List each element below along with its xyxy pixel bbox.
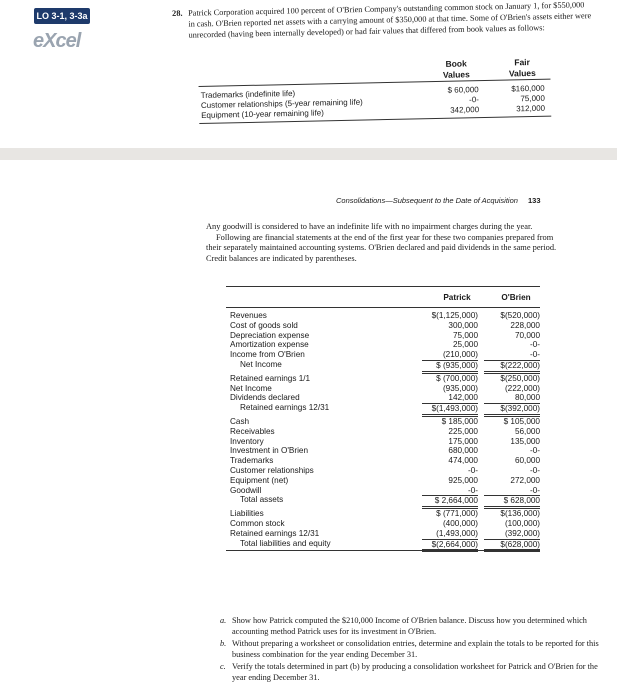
obrien-value: $ 105,000 <box>503 416 540 426</box>
row-label: Equipment (10-year remaining life) <box>201 108 324 120</box>
obrien-value: -0- <box>529 446 540 456</box>
row-label: Investment in O'Brien <box>230 446 309 456</box>
question-item <box>220 662 600 683</box>
table-row <box>226 486 540 496</box>
learning-objective-badge: LO 3-1, 3-3a <box>34 8 90 24</box>
patrick-value: 142,000 <box>448 393 478 403</box>
row-label: Retained earnings 12/31 <box>240 403 330 413</box>
obrien-value: $ 628,000 <box>484 495 540 509</box>
fair-value: $160,000 <box>511 83 545 94</box>
running-head-title: Consolidations—Subsequent to the Date of Acquisition <box>336 196 518 205</box>
patrick-value: $ (935,000) <box>422 360 478 374</box>
row-label: Customer relationships <box>230 465 314 475</box>
question-text: Verify the totals determined in part (b) by producing a consolidation worksheet for Patrick and O'Brien for the year ending December 31. <box>232 662 598 682</box>
patrick-value: $(1,493,000) <box>422 403 478 417</box>
textbook-page-top <box>0 0 617 150</box>
obrien-value: $(520,000) <box>500 311 540 320</box>
row-label: Trademarks <box>230 456 274 466</box>
patrick-value: (400,000) <box>442 518 478 528</box>
obrien-value: 272,000 <box>510 475 540 485</box>
row-label: Inventory <box>230 436 264 446</box>
table-row-total <box>226 403 540 413</box>
patrick-value: 25,000 <box>452 340 478 350</box>
row-label: Customer relationships (5-year remaining life) <box>200 97 363 110</box>
fair-value-table <box>198 53 551 124</box>
patrick-value: -0- <box>467 465 478 475</box>
table-row <box>226 384 540 394</box>
row-label: Revenues <box>230 311 267 320</box>
table-row <box>226 393 540 403</box>
page-number: 133 <box>528 196 541 205</box>
table-row <box>226 476 540 486</box>
patrick-value: $(1,125,000) <box>431 311 478 320</box>
obrien-value: 56,000 <box>514 426 540 436</box>
fair-values-header: Fair Values <box>508 57 536 79</box>
problem-statement <box>172 0 593 41</box>
table-row <box>226 509 540 519</box>
table-row <box>226 456 540 466</box>
book-value: $ 60,000 <box>447 85 479 95</box>
fair-value: 312,000 <box>516 103 546 114</box>
row-label: Net Income <box>230 383 272 393</box>
obrien-value: (222,000) <box>504 383 540 393</box>
row-label: Depreciation expense <box>230 330 310 340</box>
table-row <box>226 340 540 350</box>
row-label: Total assets <box>240 495 284 505</box>
obrien-column-header: O'Brien <box>501 293 531 302</box>
patrick-value: $ (700,000) <box>436 373 478 383</box>
patrick-value: 925,000 <box>448 475 478 485</box>
obrien-value: 228,000 <box>510 320 540 330</box>
row-label: Receivables <box>230 426 275 436</box>
obrien-value: $(628,000) <box>484 539 540 553</box>
row-label: Cash <box>230 416 250 426</box>
problem-number: 28. <box>172 8 183 18</box>
patrick-value: $ 2,664,000 <box>422 495 478 509</box>
table-row <box>226 417 540 427</box>
intro-paragraph-1: Any goodwill is considered to have an indefinite life with no impairment charges during the year. <box>206 222 533 231</box>
textbook-page-bottom <box>0 160 617 700</box>
patrick-value: $ 185,000 <box>441 416 478 426</box>
book-values-header: Book Values <box>442 58 470 80</box>
patrick-value: $ (771,000) <box>436 509 478 519</box>
table-row <box>226 466 540 476</box>
obrien-value: $(222,000) <box>484 360 540 374</box>
patrick-value: $(2,664,000) <box>422 539 478 553</box>
question-text: Show how Patrick computed the $210,000 Income of O'Brien balance. Discuss how you determined which accounting method Patrick uses for its investment in O'Brien. <box>232 616 587 636</box>
row-label: Dividends declared <box>230 393 300 403</box>
question-item <box>220 616 600 637</box>
row-label: Trademarks (indefinite life) <box>200 88 296 100</box>
obrien-value: 70,000 <box>514 330 540 340</box>
obrien-value: -0- <box>529 485 540 495</box>
row-label: Equipment (net) <box>230 475 289 485</box>
patrick-value: -0- <box>467 485 478 495</box>
financial-statements-header <box>226 286 540 308</box>
intro-text <box>206 222 566 264</box>
patrick-value: 300,000 <box>448 320 478 330</box>
obrien-value: 135,000 <box>510 436 540 446</box>
obrien-value: -0- <box>529 340 540 350</box>
row-label: Retained earnings 12/31 <box>230 528 320 538</box>
book-value: 342,000 <box>450 105 480 115</box>
patrick-value: (935,000) <box>442 383 478 393</box>
running-head <box>336 196 541 205</box>
table-row <box>226 427 540 437</box>
question-letter: a. <box>220 616 227 625</box>
row-label: Liabilities <box>230 509 264 519</box>
obrien-value: $(136,000) <box>500 509 540 519</box>
patrick-value: 680,000 <box>448 446 478 456</box>
table-row <box>226 437 540 447</box>
table-row <box>226 519 540 529</box>
obrien-value: $(392,000) <box>484 403 540 417</box>
table-row <box>226 331 540 341</box>
obrien-value: 80,000 <box>514 393 540 403</box>
row-label: Total liabilities and equity <box>240 538 331 548</box>
question-item <box>220 639 600 660</box>
table-row-total <box>226 539 540 549</box>
problem-body: Patrick Corporation acquired 100 percent of O'Brien Company's outstanding common stock on January 1, for $550,000 in cash. O'Brien reported net assets with a carrying amount of $350,000 at that time. Some of O'Brien's assets either were unrecorded (having been internally developed) or had fair values that differed from book values as follows: <box>188 0 592 40</box>
row-label: Cost of goods sold <box>230 320 298 330</box>
financial-statements-table <box>226 286 540 551</box>
table-row-total <box>226 360 540 370</box>
obrien-value: (100,000) <box>504 518 540 528</box>
obrien-value: -0- <box>529 465 540 475</box>
intro-paragraph-2: Following are financial statements at the end of the first year for these two companies prepared from their separately maintained accounting systems. O'Brien declared and paid dividends in the same period. Credit balances are indicated by parentheses. <box>206 232 557 263</box>
patrick-value: 474,000 <box>448 456 478 466</box>
book-value: -0- <box>469 95 479 105</box>
row-label: Goodwill <box>230 485 262 495</box>
row-label: Amortization expense <box>230 340 309 350</box>
row-label: Net Income <box>240 359 282 369</box>
patrick-column-header: Patrick <box>443 293 471 302</box>
table-row <box>226 374 540 384</box>
table-row-total <box>226 495 540 505</box>
patrick-value: 175,000 <box>448 436 478 446</box>
row-label: Income from O'Brien <box>230 350 305 360</box>
excel-logo: eXcel <box>33 30 81 52</box>
table-row <box>226 529 540 539</box>
patrick-value: 225,000 <box>448 426 478 436</box>
obrien-value: 60,000 <box>514 456 540 466</box>
question-text: Without preparing a worksheet or consolidation entries, determine and explain the totals to be reported for this business combination for the year ending December 31. <box>232 639 599 659</box>
patrick-value: 75,000 <box>452 330 478 340</box>
question-list <box>220 616 600 685</box>
table-row <box>226 321 540 331</box>
table-row <box>226 350 540 360</box>
obrien-value: $(250,000) <box>500 373 540 383</box>
patrick-value: (210,000) <box>442 350 478 360</box>
obrien-value: -0- <box>529 350 540 360</box>
table-row <box>226 446 540 456</box>
row-label: Retained earnings 1/1 <box>230 373 311 383</box>
fair-value: 75,000 <box>520 93 545 104</box>
row-label: Common stock <box>230 518 285 528</box>
obrien-value: (392,000) <box>504 528 540 538</box>
patrick-value: (1,493,000) <box>436 528 478 538</box>
table-row <box>226 311 540 321</box>
question-letter: c. <box>220 662 226 671</box>
question-letter: b. <box>220 639 227 648</box>
